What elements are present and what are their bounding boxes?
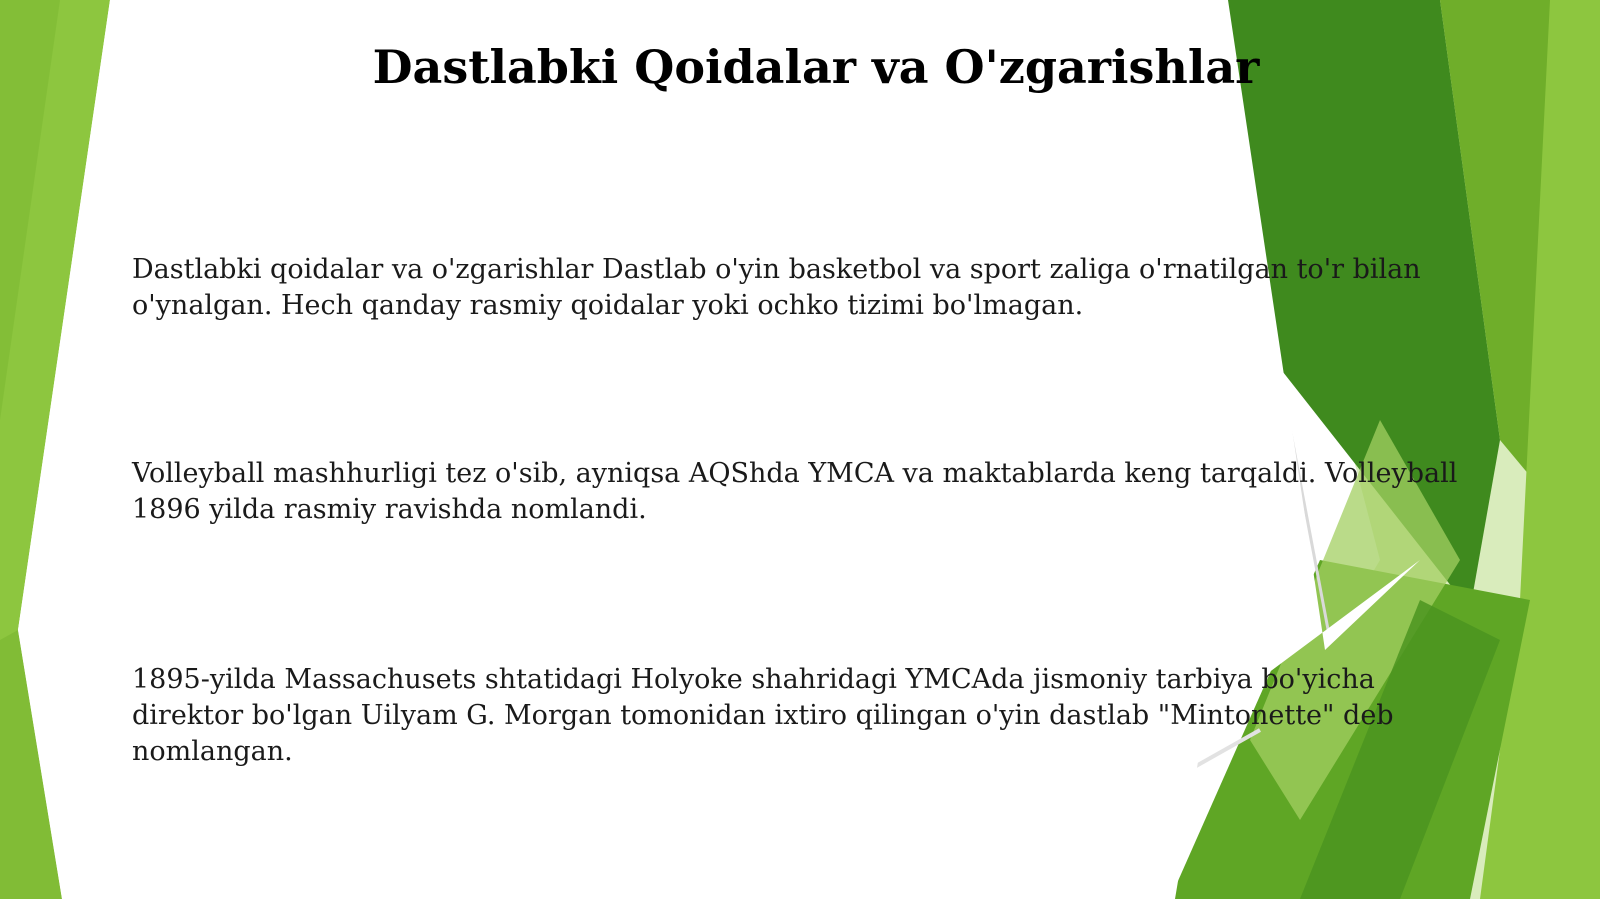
slide-title: Dastlabki Qoidalar va O'zgarishlar bbox=[372, 40, 1260, 94]
paragraph-popularity: Volleyball mashhurligi tez o'sib, ayniqsa AQShda YMCA va maktablarda keng tarqaldi. Volleyball 1896 yilda rasmiy ravishda nomlandi. bbox=[132, 458, 1458, 525]
paragraph-invention: 1895-yilda Massachusets shtatidagi Holyoke shahridagi YMCAda jismoniy tarbiya bo'yicha direktor bo'lgan Uilyam G. Morgan tomonidan ixtiro qilingan o'yin dastlab "Mintonette" deb nomlangan. bbox=[132, 664, 1394, 767]
paragraph-early-rules: Dastlabki qoidalar va o'zgarishlar Dastlab o'yin basketbol va sport zaliga o'rnatilgan to'r bilan o'ynalgan. Hech qanday rasmiy qoidalar yoki ochko tizimi bo'lmagan. bbox=[132, 254, 1421, 321]
